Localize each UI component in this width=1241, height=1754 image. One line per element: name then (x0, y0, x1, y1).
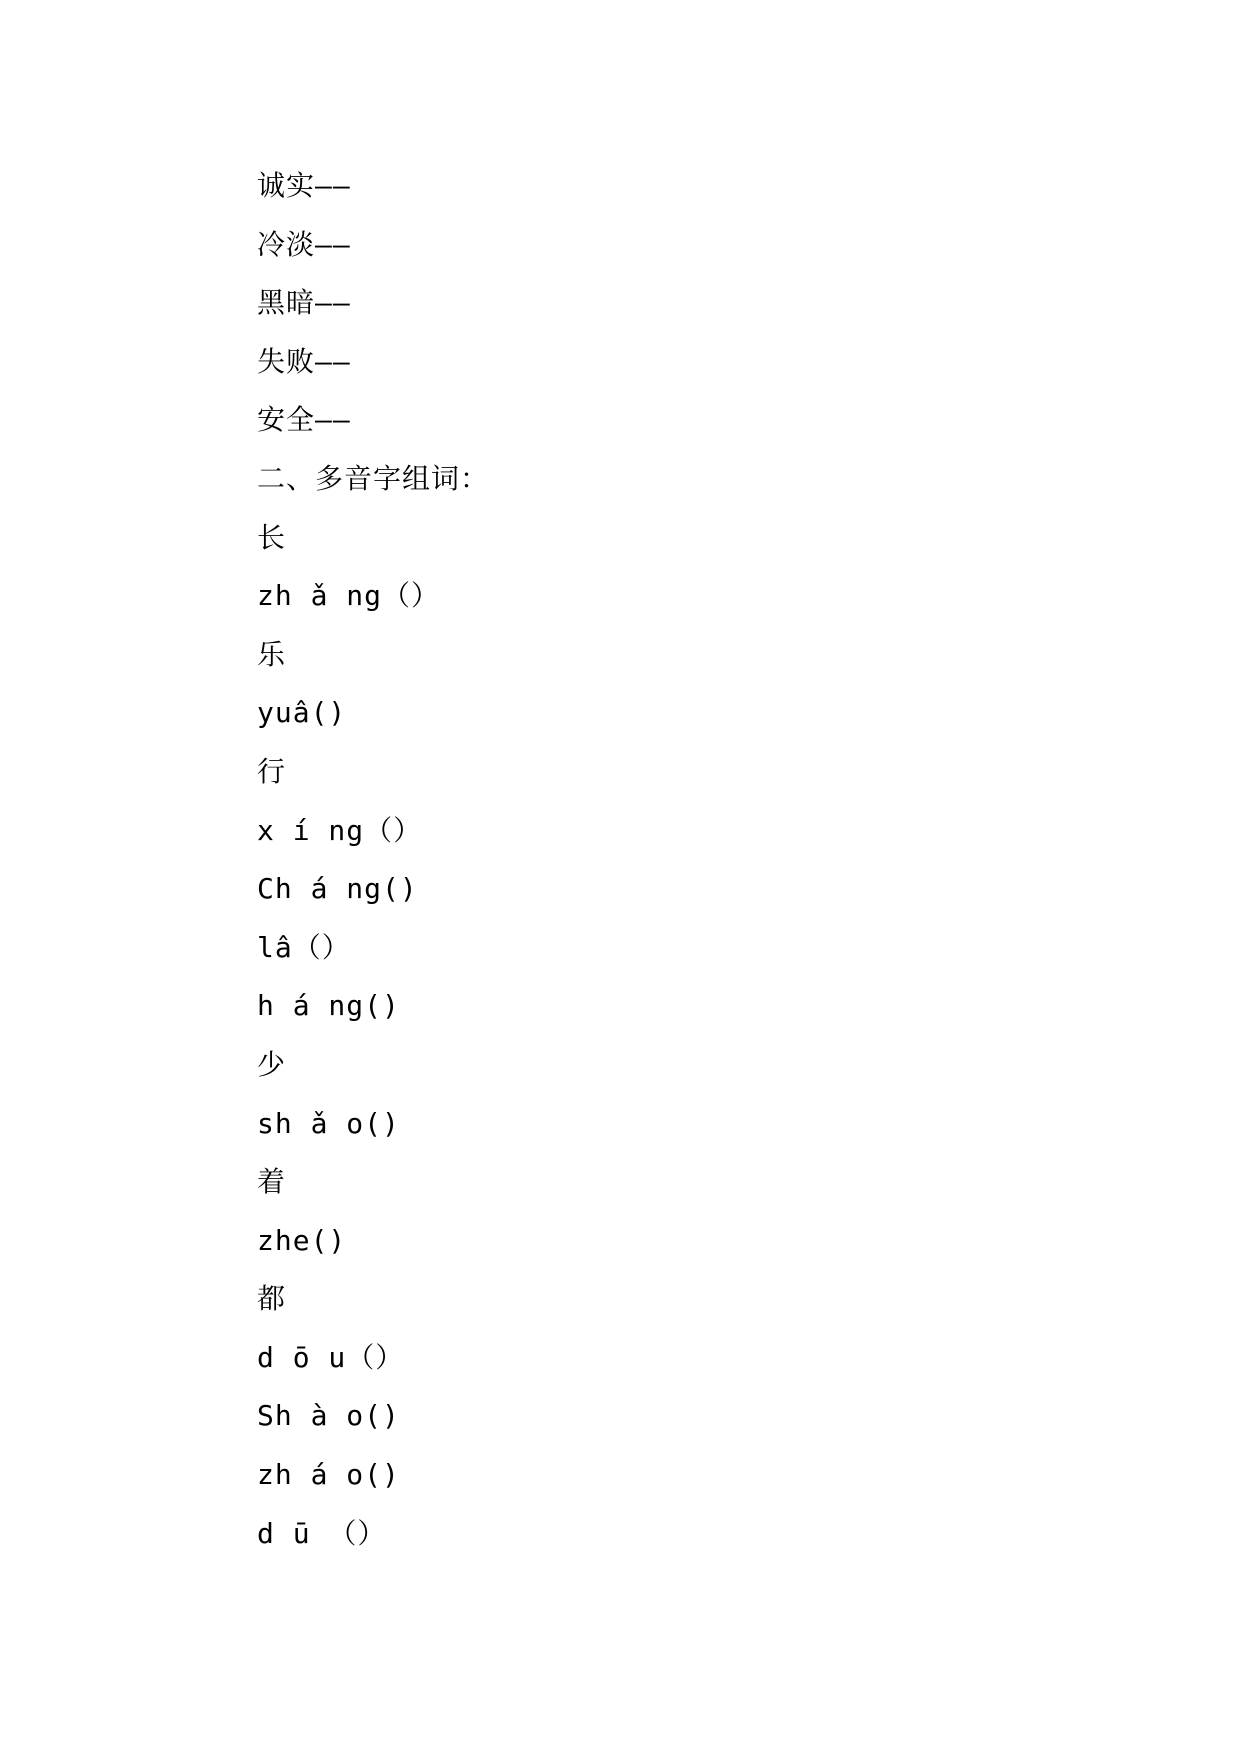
text-line-5: 安全—— (257, 403, 351, 437)
text-line-18: 着 (257, 1165, 287, 1199)
document-body (257, 157, 1157, 1563)
text-line-4: 失败—— (257, 344, 351, 378)
text-line-2: 冷淡—— (257, 227, 351, 261)
text-line-21: d ō u（） (257, 1340, 405, 1374)
text-line-12: x í ng（） (257, 813, 423, 847)
text-line-7: 长 (257, 520, 287, 554)
text-line-19: zhe() (257, 1223, 347, 1257)
text-line-8: zh ǎ ng（） (257, 579, 441, 613)
text-line-23: zh á o() (257, 1458, 400, 1492)
text-line-9: 乐 (257, 637, 287, 671)
text-line-20: 都 (257, 1282, 287, 1316)
text-line-1: 诚实—— (257, 169, 351, 202)
section-heading: 二、多音字组词： (257, 461, 490, 495)
text-line-13: Ch á ng() (257, 872, 418, 906)
text-line-16: 少 (257, 1047, 287, 1081)
text-line-3: 黑暗—— (257, 286, 351, 320)
text-line-17: sh ǎ o() (257, 1106, 400, 1140)
text-line-24: d ū （） (257, 1516, 387, 1550)
text-line-10: yuâ() (257, 696, 347, 730)
text-line-11: 行 (257, 754, 287, 788)
text-line-15: h á ng() (257, 989, 400, 1023)
text-line-22: Sh à o() (257, 1399, 400, 1433)
text-line-14: lâ（） (257, 930, 351, 964)
